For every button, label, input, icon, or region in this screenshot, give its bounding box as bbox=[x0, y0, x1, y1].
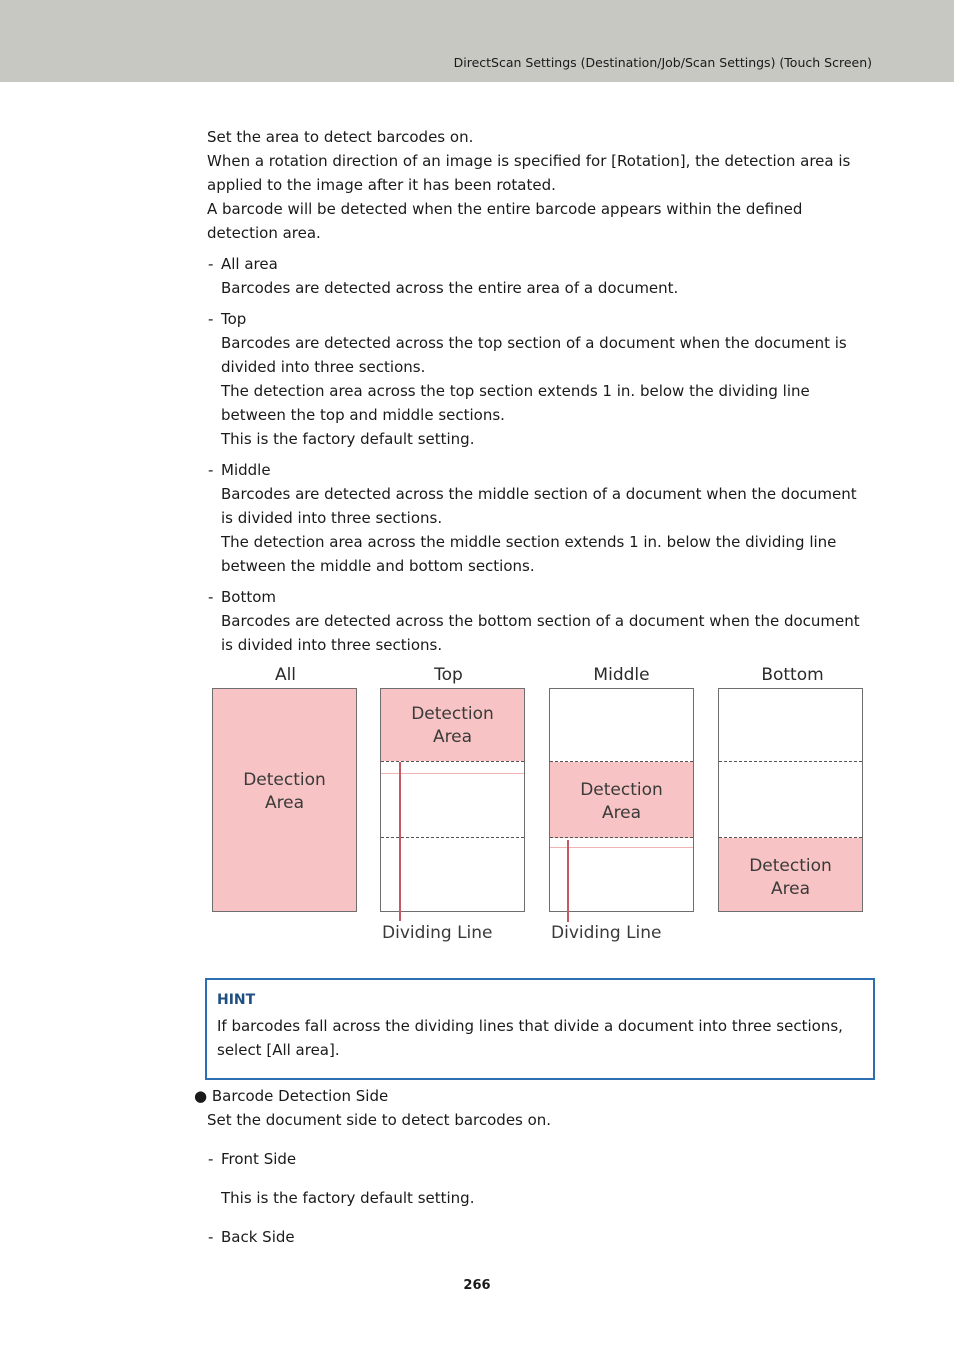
option-name: Middle bbox=[221, 461, 271, 479]
option-description: The detection area across the top section extends 1 in. below the dividing line between the top and middle sections. bbox=[221, 382, 810, 424]
page-number: 266 bbox=[463, 1278, 491, 1293]
hint-box bbox=[205, 978, 875, 1080]
detection-area-label-line: Detection bbox=[411, 704, 494, 724]
section-description: Set the document side to detect barcodes on. bbox=[207, 1111, 552, 1129]
option-description: Barcodes are detected across the top section of a document when the document is divided into three sections. bbox=[221, 334, 847, 376]
option-name: Front Side bbox=[221, 1150, 297, 1168]
dash-marker: - bbox=[208, 255, 214, 273]
section-title: Barcode Detection Side bbox=[211, 1087, 389, 1105]
option-description: The detection area across the middle section extends 1 in. below the dividing line between the middle and bottom sections. bbox=[221, 533, 837, 575]
option-description: Barcodes are detected across the entire area of a document. bbox=[221, 279, 679, 297]
dividing-line-pointer bbox=[399, 762, 401, 921]
detection-area-label-line: Detection bbox=[580, 780, 663, 800]
option-name: Back Side bbox=[221, 1228, 295, 1246]
document-bottom bbox=[718, 688, 863, 912]
document-all bbox=[212, 688, 357, 912]
detection-area-figure bbox=[207, 663, 872, 973]
document-middle bbox=[549, 688, 694, 912]
option-bottom bbox=[207, 585, 872, 657]
intro-line-2: When a rotation direction of an image is specified for [Rotation], the detection area is applied to the image after it has been rotated. bbox=[207, 152, 851, 194]
dividing-line bbox=[550, 837, 693, 838]
detection-area-label bbox=[213, 769, 356, 815]
option-name: Bottom bbox=[221, 588, 277, 606]
barcode-detection-side-section bbox=[194, 1084, 874, 1264]
detection-area-label bbox=[381, 703, 524, 749]
option-middle bbox=[207, 458, 872, 578]
dividing-line-pointer bbox=[567, 840, 569, 922]
header-bar bbox=[0, 0, 954, 82]
document-top bbox=[380, 688, 525, 912]
option-top bbox=[207, 307, 872, 451]
detection-area-label-line: Detection bbox=[243, 770, 326, 790]
option-description: This is the factory default setting. bbox=[221, 1189, 475, 1207]
option-name: Top bbox=[221, 310, 247, 328]
bullet-icon: ● bbox=[194, 1087, 208, 1105]
dividing-line bbox=[381, 761, 524, 762]
hint-text: If barcodes fall across the dividing lines that divide a document into three sections, select [All area]. bbox=[217, 1017, 843, 1059]
detection-area-label-line: Area bbox=[601, 803, 642, 823]
intro-line-3: A barcode will be detected when the entire barcode appears within the defined detection area. bbox=[207, 200, 803, 242]
option-front-side bbox=[207, 1147, 874, 1210]
detection-area-label-line: Area bbox=[264, 793, 305, 813]
figure-title-middle: Middle bbox=[593, 665, 650, 685]
main-content bbox=[207, 125, 872, 973]
dash-marker: - bbox=[208, 1150, 214, 1168]
option-name: All area bbox=[221, 255, 278, 273]
detection-area-label-line: Area bbox=[770, 879, 811, 899]
option-description: Barcodes are detected across the bottom section of a document when the document is divided into three sections. bbox=[221, 612, 860, 654]
dash-marker: - bbox=[208, 1228, 214, 1246]
detection-area-label bbox=[550, 779, 693, 825]
detection-area-label bbox=[719, 855, 862, 901]
hint-title: HINT bbox=[217, 992, 256, 1008]
dash-marker: - bbox=[208, 461, 214, 479]
option-back-side bbox=[207, 1225, 874, 1249]
intro-line-1: Set the area to detect barcodes on. bbox=[207, 128, 474, 146]
dash-marker: - bbox=[208, 310, 214, 328]
option-description: This is the factory default setting. bbox=[221, 430, 475, 448]
dividing-line bbox=[719, 761, 862, 762]
figure-title-top: Top bbox=[434, 665, 463, 685]
dividing-line bbox=[381, 837, 524, 838]
figure-title-bottom: Bottom bbox=[761, 665, 824, 685]
detection-area-label-line: Detection bbox=[749, 856, 832, 876]
dash-marker: - bbox=[208, 588, 214, 606]
dividing-line bbox=[719, 837, 862, 838]
section-heading bbox=[194, 1084, 874, 1108]
figure-title-all: All bbox=[274, 665, 297, 685]
detection-extent-line bbox=[381, 773, 524, 774]
detection-area-label-line: Area bbox=[432, 727, 473, 747]
option-description: Barcodes are detected across the middle section of a document when the document is divided into three sections. bbox=[221, 485, 857, 527]
dividing-line-label-top: Dividing Line bbox=[382, 923, 493, 943]
detection-extent-line bbox=[550, 847, 693, 848]
dividing-line-label-middle: Dividing Line bbox=[551, 923, 662, 943]
option-all-area bbox=[207, 252, 872, 300]
header-title: DirectScan Settings (Destination/Job/Scan Settings) (Touch Screen) bbox=[453, 55, 872, 70]
